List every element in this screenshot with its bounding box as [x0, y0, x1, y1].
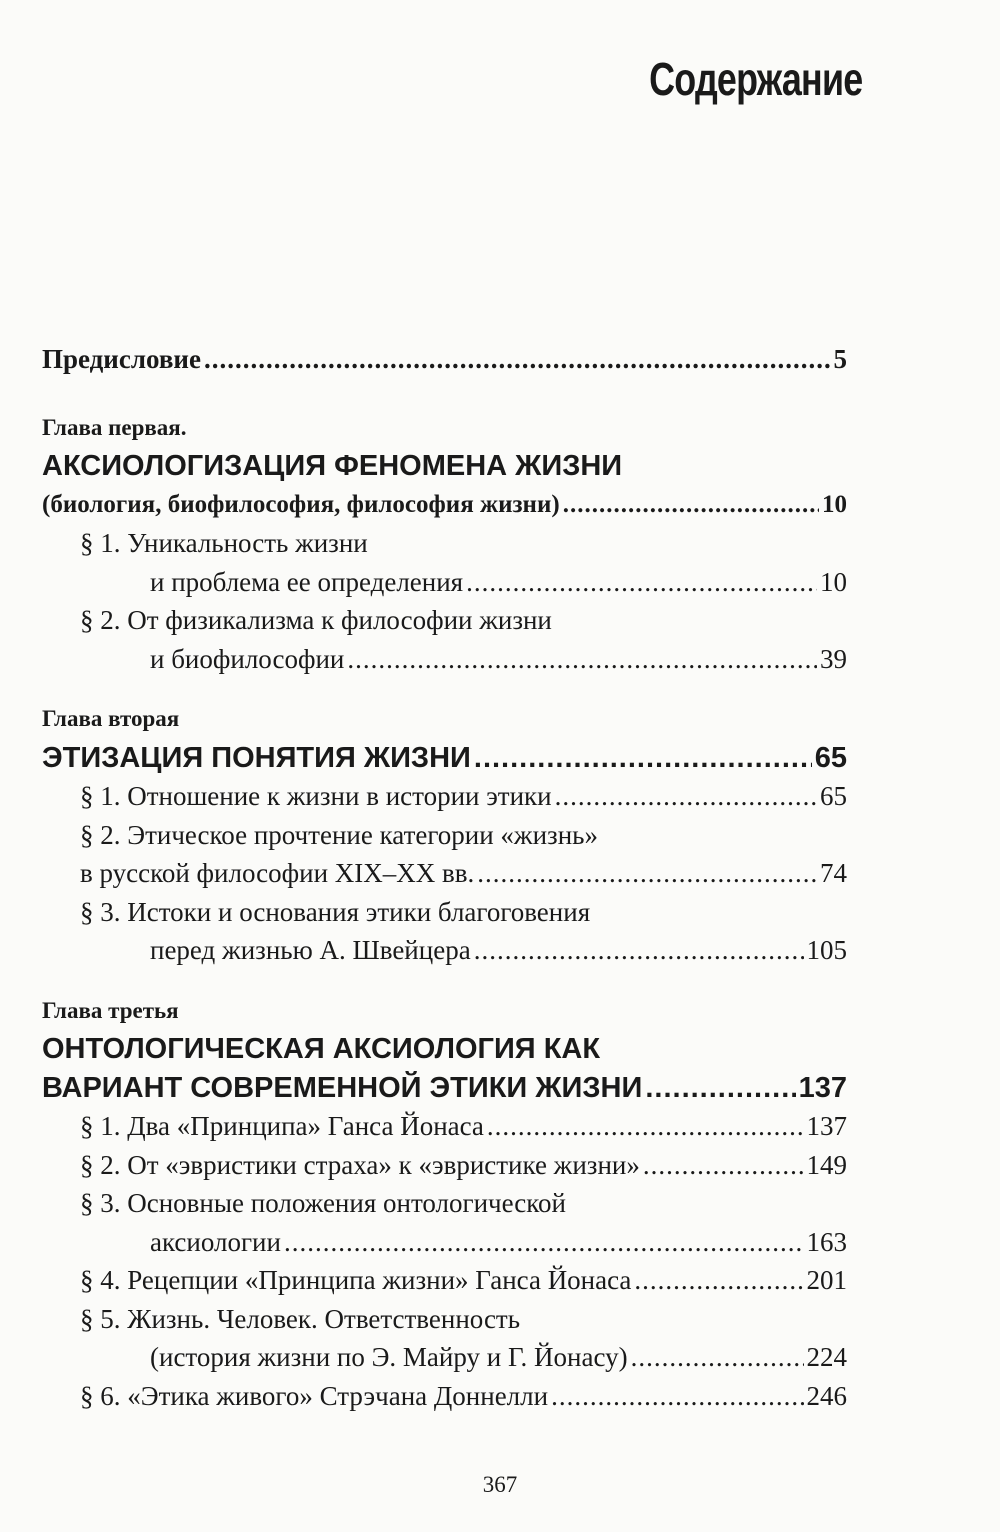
- toc-section-text: аксиологии: [150, 1226, 281, 1257]
- dot-leader: [634, 1261, 803, 1300]
- toc-page-number: 224: [806, 1342, 847, 1372]
- chapter-heading: [42, 739, 847, 778]
- dot-leader: [204, 340, 831, 379]
- toc-section-text: § 2. От «эвристики страха» к «эвристике жизни»: [80, 1149, 640, 1180]
- toc-page-number: 10: [820, 566, 847, 597]
- dot-leader: [477, 854, 817, 893]
- chapter-heading: ОНТОЛОГИЧЕСКАЯ АКСИОЛОГИЯ КАК: [42, 1033, 601, 1065]
- toc-entry-preface: [42, 340, 847, 379]
- dot-leader: [466, 563, 817, 602]
- chapter-heading-line2: [42, 1069, 847, 1108]
- page-title: Содержание: [648, 53, 862, 105]
- dot-leader: [555, 777, 817, 816]
- toc-section-entry: [42, 931, 847, 970]
- toc-page-number: 149: [806, 1149, 847, 1180]
- dot-leader: [631, 1338, 804, 1377]
- dot-leader: [643, 1146, 804, 1185]
- toc-section-line: § 3. Основные положения онтологической: [80, 1188, 566, 1218]
- toc-entry-label: Предисловие: [42, 344, 201, 374]
- toc-section-text: в русской философии XIX–XX вв.: [80, 858, 475, 888]
- table-of-contents: [42, 340, 847, 1415]
- toc-section-entry: [42, 1223, 847, 1262]
- chapter-heading-text: ЭТИЗАЦИЯ ПОНЯТИЯ ЖИЗНИ: [42, 741, 471, 774]
- toc-page-number: 39: [820, 643, 847, 674]
- toc-section-text: § 1. Два «Принципа» Ганса Йонаса: [80, 1111, 484, 1141]
- toc-section-text: перед жизнью А. Швейцера: [150, 935, 471, 965]
- chapter-label: Глава третья: [42, 997, 179, 1023]
- chapter-heading: АКСИОЛОГИЗАЦИЯ ФЕНОМЕНА ЖИЗНИ: [42, 450, 623, 482]
- dot-leader: [487, 1107, 804, 1146]
- toc-page-number: 10: [822, 490, 847, 518]
- dot-leader: [474, 739, 812, 778]
- toc-section-text: § 4. Рецепции «Принципа жизни» Ганса Йонаса: [80, 1265, 632, 1295]
- toc-section-text: и проблема ее определения: [150, 566, 464, 597]
- toc-section-line: § 5. Жизнь. Человек. Ответственность: [80, 1303, 521, 1334]
- dot-leader: [474, 931, 804, 970]
- toc-section-line: § 2. От физикализма к философии жизни: [80, 605, 552, 635]
- page-number: 367: [482, 1472, 518, 1497]
- dot-leader: [563, 486, 819, 525]
- chapter-heading-text: ВАРИАНТ СОВРЕМЕННОЙ ЭТИКИ ЖИЗНИ: [42, 1071, 643, 1104]
- toc-section-entry: [42, 777, 847, 816]
- toc-section-entry: [42, 1377, 847, 1416]
- dot-leader: [551, 1377, 803, 1416]
- toc-section-line: § 3. Истоки и основания этики благоговения: [80, 896, 591, 927]
- toc-section-line: § 1. Уникальность жизни: [80, 528, 368, 558]
- chapter-subtitle-text: (биология, биофилософия, философия жизни): [42, 490, 560, 518]
- toc-section-entry: [42, 1261, 847, 1300]
- toc-page-number: 201: [806, 1265, 847, 1295]
- toc-page-number: 65: [814, 741, 847, 774]
- toc-section-text: § 1. Отношение к жизни в истории этики: [80, 781, 552, 811]
- chapter-heading-subtitle: [42, 486, 847, 525]
- toc-section-entry: [42, 854, 847, 893]
- toc-section-entry: [42, 1107, 847, 1146]
- chapter-label: Глава вторая: [42, 706, 180, 731]
- dot-leader: [284, 1223, 804, 1262]
- toc-section-text: и биофилософии: [150, 643, 345, 674]
- toc-page-number: 105: [806, 935, 847, 965]
- toc-section-entry: [42, 640, 847, 679]
- toc-page-number: 163: [806, 1226, 847, 1257]
- toc-section-text: § 6. «Этика живого» Стрэчана Доннелли: [80, 1380, 549, 1411]
- toc-page-number: 137: [798, 1071, 847, 1104]
- dot-leader: [347, 640, 817, 679]
- toc-page-number: 246: [806, 1380, 847, 1411]
- toc-section-line: § 2. Этическое прочтение категории «жизнь»: [80, 819, 598, 850]
- toc-page-number: 65: [820, 781, 847, 811]
- toc-page-number: 5: [833, 344, 847, 374]
- toc-section-entry: [42, 563, 847, 602]
- toc-section-text: (история жизни по Э. Майру и Г. Йонасу): [150, 1342, 628, 1372]
- toc-section-entry: [42, 1146, 847, 1185]
- toc-section-entry: [42, 1338, 847, 1377]
- toc-page-number: 137: [806, 1111, 847, 1141]
- chapter-label: Глава первая.: [42, 414, 187, 440]
- dot-leader: [645, 1069, 795, 1108]
- toc-page-number: 74: [820, 858, 847, 888]
